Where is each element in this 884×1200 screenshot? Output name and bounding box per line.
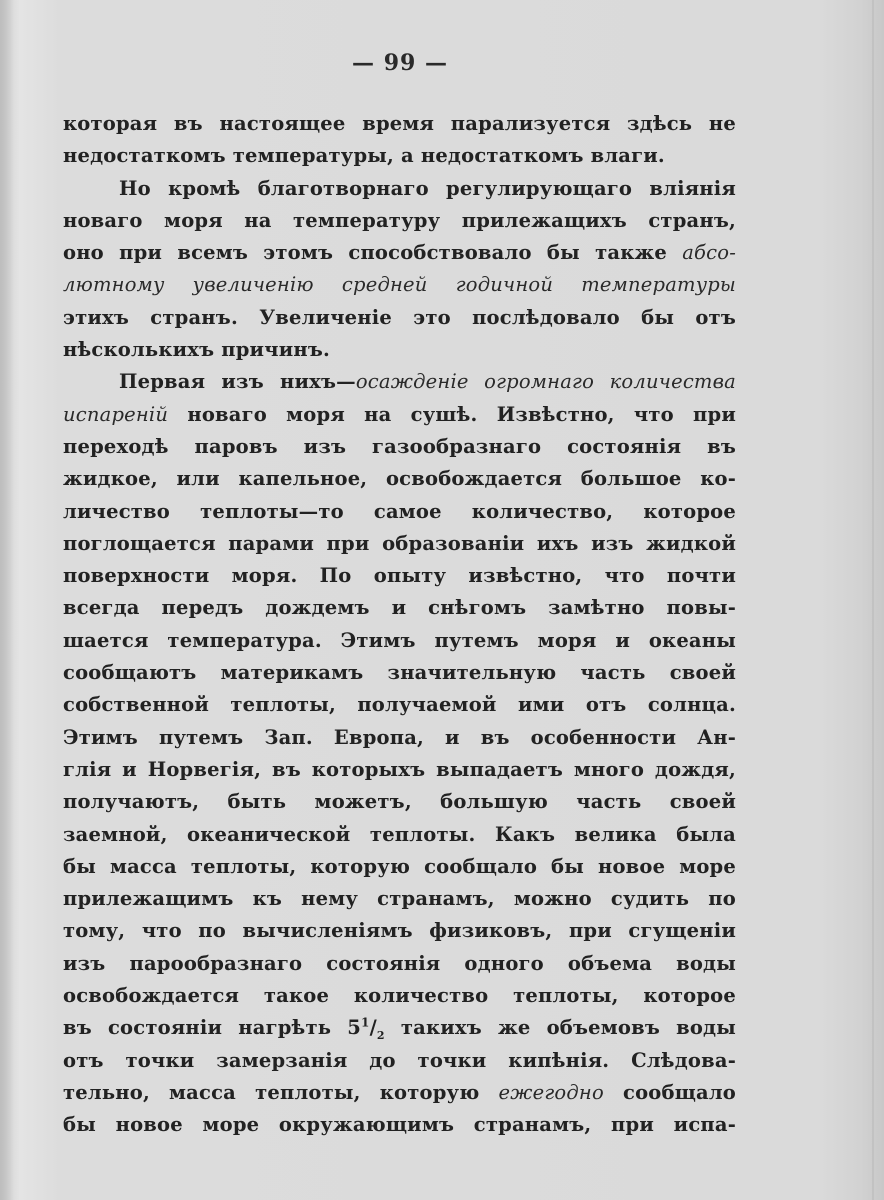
text-line	[63, 269, 736, 301]
italic-emphasis: лютному увеличенію средней годичной температуры	[63, 273, 736, 297]
text-line: которая въ настоящее время парализуется здѣсь не	[63, 112, 736, 135]
italic-emphasis: абсо-	[682, 241, 736, 265]
page-number: — 99 —	[352, 50, 448, 76]
text-span: оно при всемъ этомъ способствовало бы также	[63, 241, 683, 265]
text-line: поглощается парами при образованіи ихъ изъ жидкой	[63, 531, 736, 555]
text-line: глія и Норвегія, въ которыхъ выпадаетъ много дождя,	[63, 757, 736, 781]
text-line: новаго моря на температуру прилежащихъ странъ,	[63, 208, 736, 232]
page-right-edge	[872, 0, 874, 1200]
paragraph-start-line	[63, 366, 736, 398]
text-line: этихъ странъ. Увеличеніе это послѣдовало бы отъ	[63, 305, 736, 329]
text-span: сообщало	[603, 1080, 736, 1104]
text-line	[63, 237, 736, 269]
text-line	[63, 1077, 736, 1109]
paragraph-start-line: Но кромѣ благотворнаго регулирующаго вліянія	[119, 176, 736, 200]
italic-emphasis: испареній	[63, 402, 169, 426]
fraction-denominator: 2	[376, 1029, 385, 1043]
text-line: тому, что по вычисленіямъ физиковъ, при сгущеніи	[63, 919, 736, 943]
text-line: жидкое, или капельное, освобождается большое ко-	[63, 467, 736, 491]
text-span: тельно, масса теплоты, которую	[63, 1080, 499, 1104]
text-line: сообщаютъ материкамъ значительную часть своей	[63, 661, 736, 685]
text-line: бы новое море окружающимъ странамъ, при испа-	[63, 1113, 736, 1137]
text-line: шается температура. Этимъ путемъ моря и океаны	[63, 628, 736, 652]
fraction-numerator: 1	[361, 1015, 370, 1030]
text-line: личество теплоты—то самое количество, которое	[63, 499, 736, 523]
text-line: прилежащимъ къ нему странамъ, можно судить по	[63, 887, 736, 911]
text-line: отъ точки замерзанія до точки кипѣнія. Слѣдова-	[63, 1048, 736, 1072]
body-text	[63, 108, 736, 1142]
text-line: въ состояніи нагрѣть $5^1/_2$ такихъ же объемовъ воды	[63, 1015, 736, 1043]
italic-emphasis: ежегодно	[498, 1080, 604, 1104]
text-span: новаго моря на сушѣ. Извѣстно, что при	[168, 402, 736, 426]
text-line: недостаткомъ температуры, а недостаткомъ влаги.	[63, 144, 665, 168]
text-line: освобождается такое количество теплоты, которое	[63, 984, 736, 1008]
text-span: Первая изъ нихъ—	[119, 370, 356, 394]
text-line: бы масса теплоты, которую сообщало бы новое море	[63, 854, 736, 878]
page-left-edge-shadow	[0, 0, 14, 1200]
italic-emphasis: осажденіе огромнаго количества	[355, 370, 737, 394]
text-line: Этимъ путемъ Зап. Европа, и въ особенности Ан-	[63, 725, 736, 749]
text-span: такихъ же объемовъ воды	[384, 1016, 736, 1040]
text-line: всегда передъ дождемъ и снѣгомъ замѣтно повы-	[63, 596, 736, 620]
text-span: въ состояніи нагрѣть 5	[63, 1016, 362, 1040]
text-line	[63, 399, 736, 431]
text-line: поверхности моря. По опыту извѣстно, что почти	[63, 564, 736, 588]
text-line: заемной, океанической теплоты. Какъ велика была	[63, 822, 736, 846]
text-line: получаютъ, быть можетъ, большую часть своей	[63, 790, 736, 814]
text-line: нѣсколькихъ причинъ.	[63, 338, 330, 362]
text-line: переходѣ паровъ изъ газообразнаго состоянія въ	[63, 434, 736, 458]
text-line: собственной теплоты, получаемой ими отъ солнца.	[63, 693, 736, 717]
text-line: изъ парообразнаго состоянія одного объема воды	[63, 951, 736, 975]
